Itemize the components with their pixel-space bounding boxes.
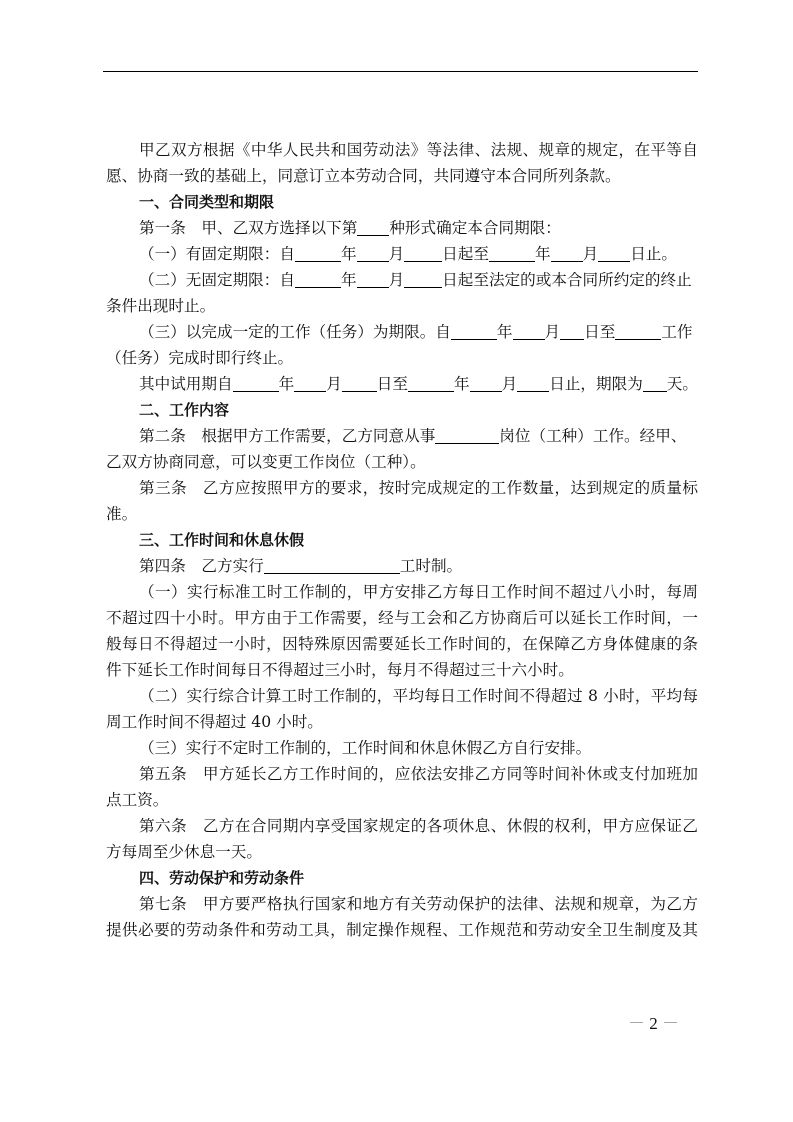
text: 月 — [388, 245, 405, 263]
article-3-line-2: 准。 — [106, 505, 138, 523]
blank-month[interactable] — [357, 270, 389, 288]
text: 天。 — [666, 375, 698, 393]
blank-month[interactable] — [294, 374, 326, 392]
item-open-term — [106, 267, 698, 293]
section-heading-4: 四、劳动保护和劳动条件 — [139, 869, 305, 887]
text: 日至 — [584, 323, 616, 341]
text: 日至 — [376, 375, 408, 393]
text: （一）有固定期限：自 — [139, 245, 295, 263]
section-heading-1: 一、合同类型和期限 — [139, 193, 275, 211]
section-heading-3: 三、工作时间和休息休假 — [139, 531, 305, 549]
item-fixed-term — [106, 241, 698, 267]
article-5-line-1: 第五条 甲方延长乙方工作时间的，应依法安排乙方同等时间补休或支付加班加 — [139, 765, 698, 783]
text: 日起至 — [442, 245, 489, 263]
blank-year[interactable] — [295, 270, 341, 288]
hours-item-1-line-2: 不超过四十小时。甲方由于工作需要，经与工会和乙方协商后可以延长工作时间，一 — [106, 609, 698, 627]
blank-day[interactable] — [404, 270, 442, 288]
text: 年 — [534, 245, 551, 263]
item-open-term-line-2: 条件出现时止。 — [106, 297, 216, 315]
blank-month[interactable] — [470, 374, 502, 392]
article-6-line-2: 方每周至少休息一天。 — [106, 843, 262, 861]
article-4 — [106, 553, 698, 579]
preamble-line-2: 愿、协商一致的基础上，同意订立本劳动合同，共同遵守本合同所列条款。 — [106, 167, 621, 185]
blank-day[interactable] — [560, 322, 584, 340]
blank-position[interactable] — [435, 426, 499, 444]
item-task-term — [106, 319, 698, 345]
probation-period — [106, 371, 698, 397]
text: 日止。 — [630, 245, 677, 263]
blank-month[interactable] — [551, 244, 583, 262]
text: 年 — [340, 245, 357, 263]
blank-day[interactable] — [517, 374, 549, 392]
hours-item-3-line-1: （三）实行不定时工作制的，工作时间和休息休假乙方自行安排。 — [139, 739, 592, 757]
text: 工时制。 — [399, 557, 463, 575]
text: 月 — [544, 323, 561, 341]
text: 年 — [278, 375, 295, 393]
article-1-text: 第一条 甲、乙双方选择以下第 — [139, 219, 358, 237]
blank-year[interactable] — [408, 374, 454, 392]
article-5-line-2: 点工资。 — [106, 791, 169, 809]
article-2 — [106, 423, 698, 449]
text: 工作 — [661, 323, 693, 341]
page-number — [628, 1009, 679, 1034]
text: （二）无固定期限：自 — [139, 271, 295, 289]
article-1-text: 种形式确定本合同期限： — [389, 219, 561, 237]
blank-day[interactable] — [404, 244, 442, 262]
text: 日起至法定的或本合同所约定的终止 — [442, 271, 692, 289]
page-number-suffix: － — [662, 1014, 679, 1033]
hours-item-2-line-1: （二）实行综合计算工时工作制的，平均每日工作时间不得超过 8 小时，平均每 — [139, 687, 698, 705]
blank-day[interactable] — [598, 244, 630, 262]
hours-item-1-line-1: （一）实行标准工时工作制的，甲方安排乙方每日工作时间不超过八小时，每周 — [139, 583, 698, 601]
blank-month[interactable] — [513, 322, 545, 340]
hours-item-2-line-2: 周工作时间不得超过 40 小时。 — [106, 713, 323, 731]
blank-year[interactable] — [451, 322, 497, 340]
text: 月 — [388, 271, 405, 289]
hours-item-1-line-4: 件下延长工作时间每日不得超过三小时，每月不得超过三十六小时。 — [106, 661, 574, 679]
section-heading-2: 二、工作内容 — [139, 401, 230, 419]
blank-year[interactable] — [295, 244, 341, 262]
text: 月 — [326, 375, 342, 393]
text: 年 — [340, 271, 357, 289]
header-rule — [103, 71, 698, 72]
text: 月 — [582, 245, 599, 263]
blank-year[interactable] — [233, 374, 279, 392]
preamble-line-1: 甲乙双方根据《中华人民共和国劳动法》等法律、法规、规章的规定，在平等自 — [139, 141, 698, 159]
text: （三）以完成一定的工作（任务）为期限。自 — [139, 323, 451, 341]
blank-task[interactable] — [615, 322, 661, 340]
article-7-line-1: 第七条 甲方要严格执行国家和地方有关劳动保护的法律、法规和规章，为乙方 — [139, 895, 698, 913]
text: 年 — [454, 375, 470, 393]
page-number-prefix: － — [628, 1014, 645, 1033]
text: 日止，期限为 — [549, 375, 643, 393]
article-2-line-2: 乙双方协商同意，可以变更工作岗位（工种）。 — [106, 453, 426, 471]
text: 第四条 乙方实行 — [139, 557, 264, 575]
article-1 — [106, 215, 698, 241]
article-6-line-1: 第六条 乙方在合同期内享受国家规定的各项休息、休假的权利，甲方应保证乙 — [139, 817, 698, 835]
article-3-line-1: 第三条 乙方应按照甲方的要求，按时完成规定的工作数量，达到规定的质量标 — [139, 479, 698, 497]
blank-month[interactable] — [357, 244, 389, 262]
blank-field[interactable] — [357, 218, 389, 236]
blank-days[interactable] — [643, 374, 667, 392]
text: 第二条 根据甲方工作需要，乙方同意从事 — [139, 427, 436, 445]
page-number-value: 2 — [649, 1014, 658, 1033]
blank-day[interactable] — [342, 374, 377, 392]
contract-body — [106, 137, 698, 943]
hours-item-1-line-3: 般每日不得超过一小时，因特殊原因需要延长工作时间的，在保障乙方身体健康的条 — [106, 635, 698, 653]
blank-work-hours[interactable] — [264, 556, 400, 574]
text: 年 — [496, 323, 513, 341]
text: 月 — [501, 375, 518, 393]
article-7-line-2: 提供必要的劳动条件和劳动工具，制定操作规程、工作规范和劳动安全卫生制度及其 — [106, 921, 698, 939]
item-task-term-line-2: （任务）完成时即行终止。 — [106, 349, 294, 367]
text: 其中试用期自 — [139, 375, 233, 393]
text: 岗位（工种）工作。经甲、 — [499, 427, 687, 445]
blank-year[interactable] — [489, 244, 535, 262]
